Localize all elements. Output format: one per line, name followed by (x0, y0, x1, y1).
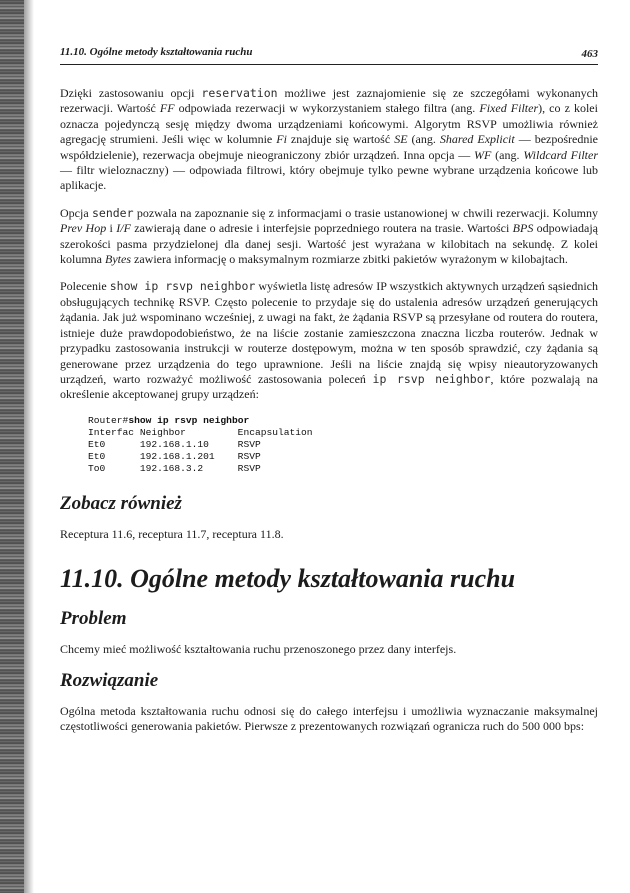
section-title: 11.10. Ogólne metody kształtowania ruchu (60, 564, 516, 594)
text-run: — bezpośrednie współdzielenie), rezerwacja obejmuje nieograniczony zbiór urządzeń. Inna opcja — (60, 132, 599, 162)
code-show-ip-rsvp-neighbor: show ip rsvp neighbor (109, 279, 256, 294)
text-run: pozwala na zapoznanie się z informacjami o trasie ustanowionej w chwili rezerwacji. Kolumny (133, 205, 598, 220)
term-se: SE (394, 132, 408, 147)
paragraph-sender (60, 206, 598, 268)
text-run: (ang. (491, 147, 524, 162)
text-run: (ang. (407, 132, 440, 147)
text-run: ), co z kolei oznacza pojedynczą sesję między dwoma urządzeniami końcowymi. Algorytm RSVP umożliwia również agregację strumieni. Jeśli więc w kolumnie (60, 101, 598, 147)
code-ip-rsvp-neighbor: ip rsvp neighbor (372, 371, 491, 386)
see-also-heading: Zobacz również (60, 492, 182, 514)
cli-command: show ip rsvp neighbor (128, 414, 250, 426)
code-listing (88, 415, 598, 475)
term-if: I/F (116, 221, 131, 236)
paragraph-reservation (60, 86, 598, 194)
term-fixed-filter: Fixed Filter (479, 101, 539, 116)
book-spine-shadow (0, 0, 24, 893)
text-run: Opcja (60, 205, 92, 220)
spine-gradient (24, 0, 34, 893)
text-run: wyświetla listę adresów IP wszystkich aktywnych urządzeń sąsiednich obsługujących technikę RSVP. Często polecenie to przydaje się do ustalenia adresów urządzeń generujących żądania. Jak już wspominano wcześniej, z uwagi na fakt, że żądania RSVP są przesyłane od routera do routera, istnieje duże prawdopodobieństwo, że na liście zostanie zamieszczona znaczna liczba routerów. Jednak w przypadku zastosowania instrukcji w routerze dostępowym, można w ten sposób sprawdzić, czy żądania są generowane przez urządzenia do tego uprawnione. Jeśli na liście znajdą się wpisy nieautoryzowanych urządzeń, warto rozważyć możliwość zastosowania poleceń (60, 279, 598, 386)
term-ff: FF (159, 101, 175, 116)
solution-heading: Rozwiązanie (60, 669, 159, 691)
term-bps: BPS (512, 221, 534, 236)
text-run: Polecenie (60, 279, 110, 294)
text-run: odpowiada rezerwacji w wykorzystaniem stałego filtra (ang. (174, 101, 480, 116)
see-also-text: Receptura 11.6, receptura 11.7, receptura 11.8. (60, 526, 284, 541)
cli-output: Interfac Neighbor Encapsulation Et0 192.168.1.10 RSVP Et0 192.168.1.201 RSVP To0 192.168.3.2 RSVP (88, 426, 313, 474)
text-run: zawierają dane o adresie i interfejsie poprzedniego routera na trasie. Wartości (130, 221, 513, 236)
page-content (60, 86, 598, 746)
term-fi: Fi (276, 132, 287, 147)
code-reservation: reservation (201, 86, 278, 100)
term-shared-explicit: Shared Explicit (439, 132, 515, 147)
term-wildcard-filter: Wildcard Filter (523, 147, 598, 162)
text-run: — filtr wieloznaczny) — odpowiada filtrowi, który obejmuje tylko pewne wybrane urządzenia końcowe lub aplikacje. (60, 163, 598, 193)
text-run: odpowiadają szerokości pasma przydzielonej dla danej sesji. Wartość jest wyrażana w kilobitach na sekundę. Z kolei kolumna (60, 221, 598, 267)
cli-prompt: Router# (88, 414, 129, 426)
text-run: i (106, 221, 117, 236)
text-run: znajduje się wartość (286, 132, 395, 147)
text-run: zawiera informację o maksymalnym rozmiarze zbitki pakietów wyrażonym w kilobajtach. (131, 252, 568, 267)
problem-heading: Problem (60, 608, 127, 630)
text-run: możliwe jest zaznajomienie się ze szczegółami wykonanych rezerwacji. Wartość (60, 86, 598, 116)
term-bytes: Bytes (105, 252, 131, 267)
term-wf: WF (474, 147, 492, 162)
code-sender: sender (91, 205, 134, 220)
term-prev-hop: Prev Hop (60, 221, 107, 236)
text-run: Dzięki zastosowaniu opcji (60, 86, 202, 100)
solution-text: Ogólna metoda kształtowania ruchu odnosi się do całego interfejsu i umożliwia wyznaczanie maksymalnej częstotliwości generowania pakietów. Pierwsze z prezentowanych rozwiązań ogranicza ruch do 500 000 bps: (60, 703, 598, 733)
running-head (60, 46, 598, 65)
page-number: 463 (581, 48, 598, 60)
paragraph-neighbor (60, 279, 598, 402)
running-head-title: 11.10. Ogólne metody kształtowania ruchu (60, 46, 253, 58)
text-run: , które pozwalają na określenie akceptowanej grupy urządzeń: (60, 371, 599, 402)
problem-text: Chcemy mieć możliwość kształtowania ruchu przenoszonego przez dany interfejs. (60, 642, 457, 657)
